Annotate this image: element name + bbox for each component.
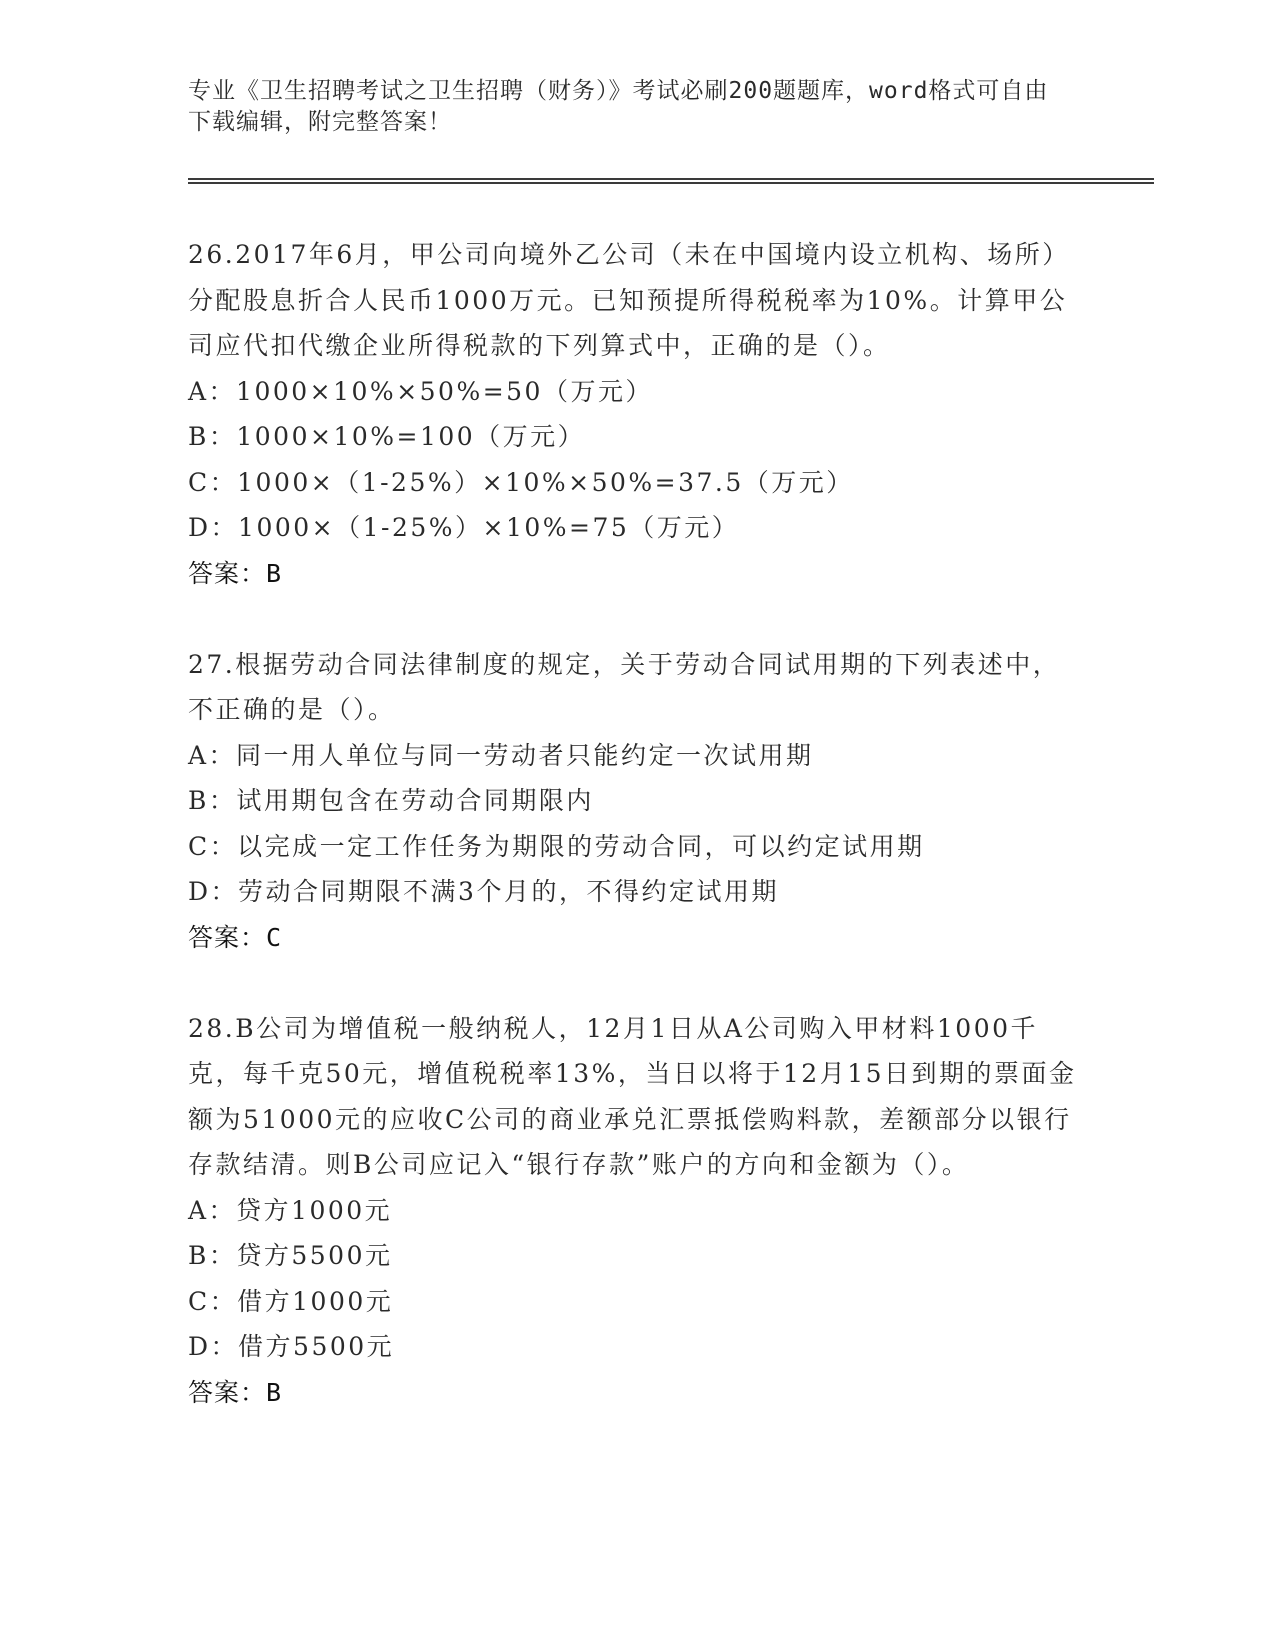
document-header: 专业《卫生招聘考试之卫生招聘（财务）》考试必刷200题题库，word格式可自由下载编辑，附完整答案！ [188,78,1049,135]
option-a: A：贷方1000元 [188,1195,393,1225]
header-double-rule [188,178,1154,184]
answer-line: 答案：C [188,922,283,952]
option-c: C：以完成一定工作任务为期限的劳动合同，可以约定试用期 [188,831,925,861]
option-c: C：1000×（1-25%）×10%×50%=37.5（万元） [188,467,854,497]
option-d: D：借方5500元 [188,1332,395,1361]
option-d: D：劳动合同期限不满3个月的，不得约定试用期 [188,877,779,906]
question-stem: 28.B公司为增值税一般纳税人，12月1日从A公司购入甲材料1000千克，每千克50元，增值税税率13%，当日以将于12月15日到期的票面金额为51000元的应收C公司的商业承兑汇票抵偿购料款，差额部分以银行存款结清。则B公司应记入“银行存款”账户的方向和金额为（）。 [188,1013,1077,1179]
answer-line: 答案：B [188,558,283,588]
question-list [188,232,1088,1461]
option-b: B：贷方5500元 [188,1241,393,1270]
question-26 [188,232,1088,597]
option-b: B：1000×10%=100（万元） [188,422,586,451]
question-27 [188,642,1088,961]
option-c: C：借方1000元 [188,1286,394,1316]
option-a: A：1000×10%×50%=50（万元） [188,376,653,406]
answer-line: 答案：B [188,1377,283,1407]
question-stem: 27.根据劳动合同法律制度的规定，关于劳动合同试用期的下列表述中，不正确的是（）。 [188,649,1061,724]
question-28 [188,1006,1088,1416]
question-stem: 26.2017年6月，甲公司向境外乙公司（未在中国境内设立机构、场所）分配股息折合人民币1000万元。已知预提所得税税率为10%。计算甲公司应代扣代缴企业所得税款的下列算式中，正确的是（）。 [188,240,1070,360]
option-a: A：同一用人单位与同一劳动者只能约定一次试用期 [188,740,814,770]
option-b: B：试用期包含在劳动合同期限内 [188,786,594,815]
option-d: D：1000×（1-25%）×10%=75（万元） [188,513,740,542]
